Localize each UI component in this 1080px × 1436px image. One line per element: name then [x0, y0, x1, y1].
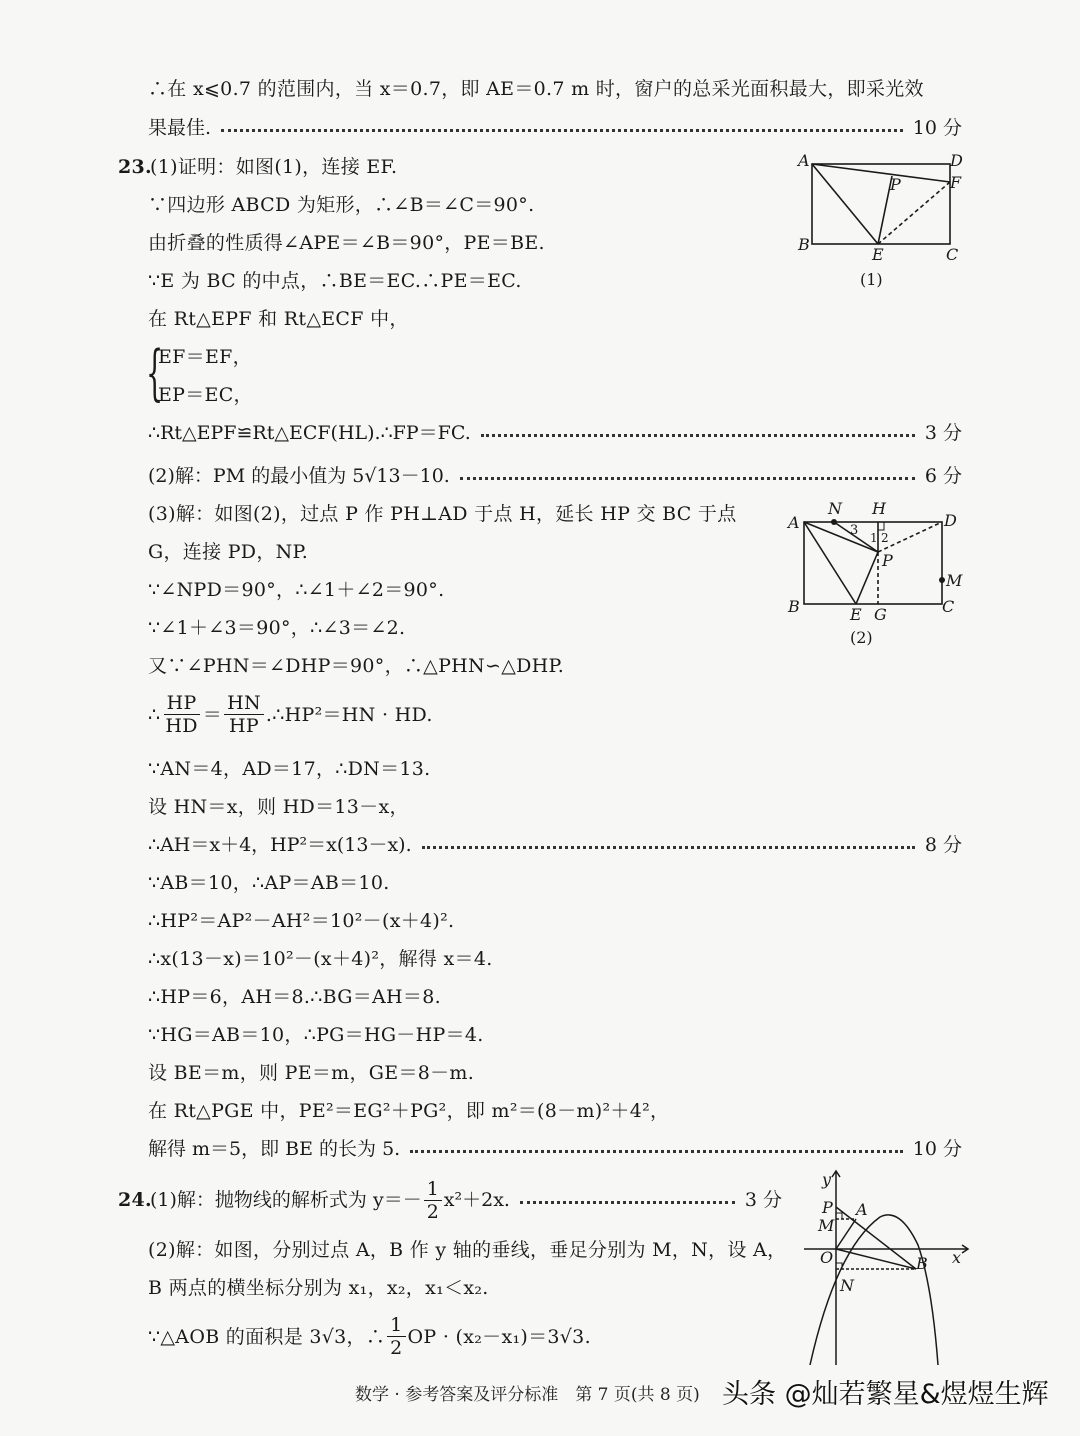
scored-line: [148, 1137, 962, 1161]
fraction: [424, 1178, 442, 1223]
text-line: ∴在 x⩽0.7 的范围内，当 x＝0.7，即 AE＝0.7 m 时，窗户的总采光面积最大，即采光效: [148, 78, 924, 100]
label-b: B: [916, 1254, 928, 1273]
parabola-curve: [810, 1215, 938, 1365]
label-n: N: [828, 499, 842, 518]
label-e: E: [850, 605, 862, 624]
text-line: ∴HP＝6，AH＝8.∴BG＝AH＝8.: [148, 986, 441, 1008]
figure-parabola: [800, 1165, 980, 1370]
label-a: A: [788, 513, 800, 532]
scored-line: [148, 421, 962, 445]
right-angle-mark: [878, 522, 884, 530]
label-p: P: [882, 551, 893, 570]
text-part: x²＋2x.: [443, 1189, 510, 1211]
score-mark: 10 分: [912, 117, 962, 139]
text-part: ∵△AOB 的面积是 3√3，∴: [148, 1325, 386, 1348]
segment-oa: [836, 1219, 856, 1249]
segment-ae: [804, 522, 859, 604]
text-line: ∴x(13－x)＝10²－(x＋4)²，解得 x＝4.: [148, 948, 493, 970]
text-line: EP＝EC，: [158, 384, 253, 406]
score-mark: 8 分: [924, 834, 962, 856]
watermark: 头条 @灿若繁星&煜煜生辉: [722, 1379, 1049, 1410]
fraction: [162, 692, 200, 737]
text-line: 又∵∠PHN＝∠DHP＝90°，∴△PHN∽△DHP.: [148, 655, 565, 677]
text-line: (3)解：如图(2)，过点 P 作 PH⊥AD 于点 H，延长 HP 交 BC 于点: [148, 503, 737, 525]
fraction: [224, 692, 264, 737]
angle-label-1: 1: [870, 531, 878, 545]
score-mark: 3 分: [744, 1189, 782, 1211]
label-y: y: [822, 1170, 832, 1189]
fraction: [387, 1314, 405, 1359]
score-mark: 10 分: [912, 1138, 962, 1160]
numerator: HN: [224, 692, 264, 715]
text-part: OP · (x₂－x₁)＝3√3.: [407, 1325, 591, 1348]
segment-ae: [812, 164, 878, 244]
dot-leader: [410, 1150, 903, 1153]
denominator: 2: [426, 1200, 439, 1223]
right-angle-mark: [836, 1213, 842, 1219]
scored-line: [148, 833, 962, 857]
fraction-line: [148, 692, 433, 737]
text-line: EF＝EF，: [158, 346, 252, 368]
fraction-line: [150, 1178, 510, 1223]
label-d: D: [944, 511, 957, 530]
text-part: ∴: [148, 703, 161, 726]
text-part: ＝: [202, 703, 223, 726]
text-line: (1)证明：如图(1)，连接 EF.: [150, 156, 398, 178]
scored-line: [148, 116, 962, 140]
label-c: C: [946, 245, 959, 264]
label-b: B: [788, 597, 800, 616]
dot-leader: [422, 846, 915, 849]
question-number: 23.: [118, 156, 152, 178]
text-line: 由折叠的性质得∠APE＝∠B＝90°，PE＝BE.: [148, 232, 545, 254]
denominator: HP: [229, 715, 259, 737]
text-line: 果最佳.: [148, 117, 212, 139]
text-line: ∴Rt△EPF≌Rt△ECF(HL).∴FP＝FC.: [148, 422, 471, 444]
text-line: 在 Rt△EPF 和 Rt△ECF 中，: [148, 308, 409, 330]
page-footer: 数学 · 参考答案及评分标准 第 7 页(共 8 页): [355, 1385, 700, 1405]
label-o: O: [820, 1248, 834, 1267]
text-part: (1)解：抛物线的解析式为 y＝－: [150, 1189, 422, 1211]
numerator: HP: [164, 692, 200, 715]
label-m: M: [818, 1216, 835, 1235]
label-m: M: [946, 571, 963, 590]
label-a: A: [856, 1200, 868, 1219]
figure-caption: (2): [850, 628, 873, 647]
score-mark: 6 分: [924, 465, 962, 487]
label-h: H: [872, 499, 886, 518]
text-line: 设 BE＝m，则 PE＝m，GE＝8－m.: [148, 1062, 475, 1084]
text-part: .∴HP²＝HN · HD.: [265, 703, 433, 726]
label-g: G: [874, 605, 887, 624]
text-line: B 两点的横坐标分别为 x₁，x₂，x₁＜x₂.: [148, 1277, 489, 1299]
text-line: ∴HP²＝AP²－AH²＝10²－(x＋4)².: [148, 910, 455, 932]
dot-leader: [460, 477, 915, 480]
label-x: x: [952, 1248, 962, 1267]
text-line: ∵四边形 ABCD 为矩形，∴∠B＝∠C＝90°.: [148, 194, 535, 216]
label-a: A: [798, 151, 810, 170]
label-b: B: [798, 235, 810, 254]
scored-line: [148, 464, 962, 488]
label-p: P: [890, 175, 901, 194]
text-line: ∵HG＝AB＝10，∴PG＝HG－HP＝4.: [148, 1024, 484, 1046]
left-brace: {: [146, 338, 164, 408]
dot-leader: [481, 434, 915, 437]
dot-leader: [520, 1201, 735, 1204]
point-m: [939, 577, 945, 583]
figure-1: [792, 150, 972, 290]
text-line: (2)解：PM 的最小值为 5√13－10.: [148, 465, 450, 487]
question-number: 24.: [118, 1189, 152, 1211]
fraction-line: [148, 1314, 591, 1359]
figure-2: [784, 498, 974, 650]
point-n: [831, 519, 837, 525]
label-n: N: [840, 1276, 854, 1295]
label-d: D: [950, 151, 963, 170]
label-p: P: [822, 1198, 833, 1217]
denominator: HD: [165, 715, 198, 737]
numerator: 1: [387, 1314, 405, 1337]
text-line: ∴AH＝x＋4，HP²＝x(13－x).: [148, 834, 412, 856]
score-mark: 3 分: [924, 422, 962, 444]
label-f: F: [950, 173, 962, 192]
text-line: 在 Rt△PGE 中，PE²＝EG²＋PG²，即 m²＝(8－m)²＋4²，: [148, 1100, 670, 1122]
text-line: 设 HN＝x，则 HD＝13－x，: [148, 796, 409, 818]
text-line: ∵AB＝10，∴AP＝AB＝10.: [148, 872, 390, 894]
angle-label-2: 2: [881, 531, 889, 545]
label-c: C: [942, 597, 955, 616]
text-line: (2)解：如图，分别过点 A，B 作 y 轴的垂线，垂足分别为 M，N，设 A，: [148, 1239, 787, 1261]
text-line: ∵E 为 BC 的中点，∴BE＝EC.∴PE＝EC.: [148, 270, 522, 292]
text-line: 解得 m＝5，即 BE 的长为 5.: [148, 1138, 401, 1160]
text-line: ∵∠NPD＝90°，∴∠1＋∠2＝90°.: [148, 579, 445, 601]
segment-af: [812, 164, 950, 182]
text-line: G，连接 PD，NP.: [148, 541, 309, 563]
text-line: ∵∠1＋∠3＝90°，∴∠3＝∠2.: [148, 617, 406, 639]
scored-line: [150, 1174, 782, 1226]
label-e: E: [872, 245, 884, 264]
text-line: ∵AN＝4，AD＝17，∴DN＝13.: [148, 758, 431, 780]
dot-leader: [221, 129, 903, 132]
segment-pe: [856, 552, 878, 604]
numerator: 1: [424, 1178, 442, 1201]
figure-caption: (1): [860, 270, 883, 289]
denominator: 2: [390, 1337, 403, 1359]
angle-label-3: 3: [850, 523, 859, 538]
